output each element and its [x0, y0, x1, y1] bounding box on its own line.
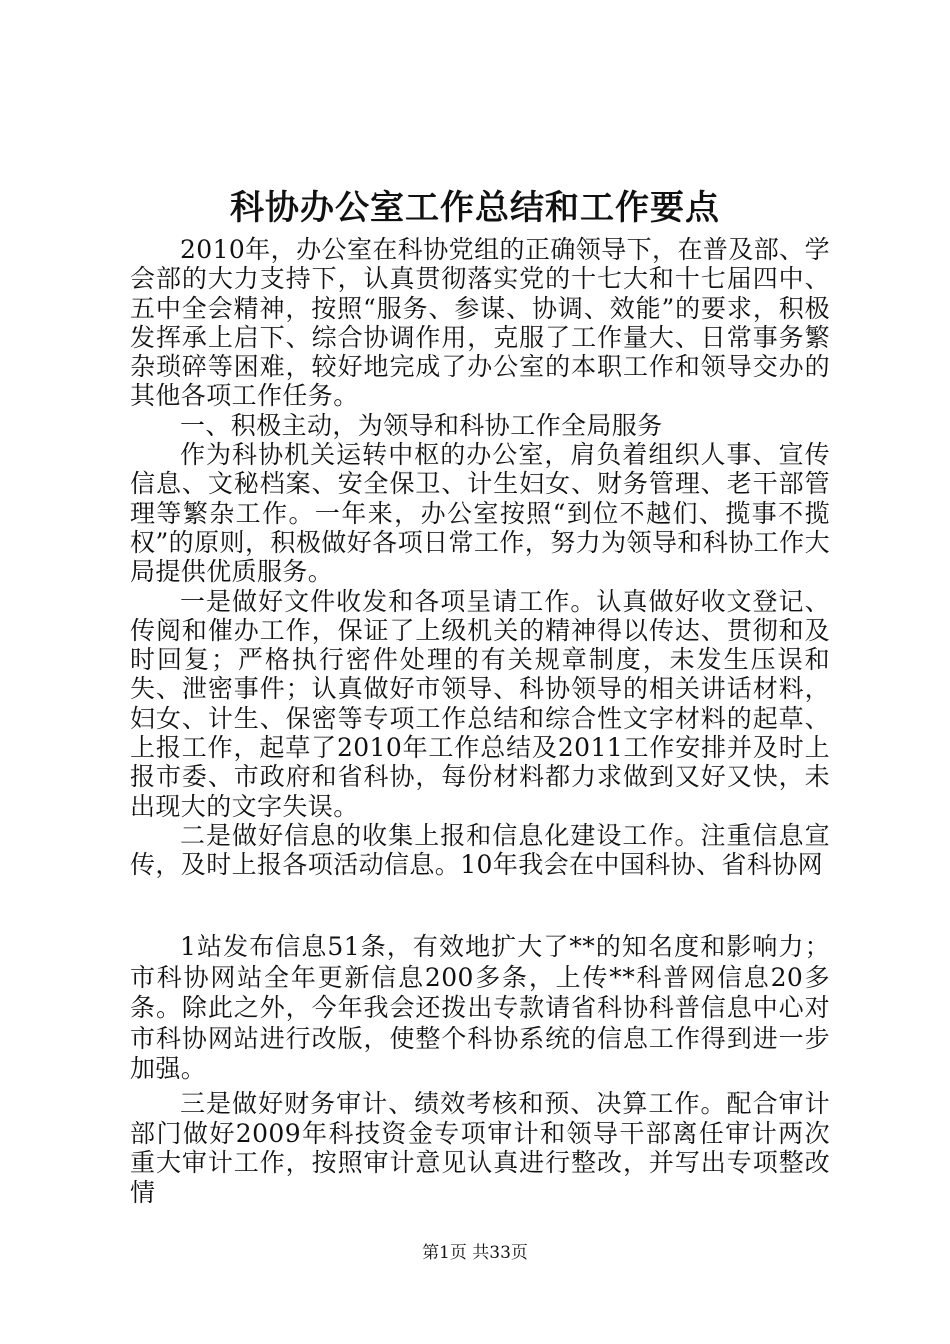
paragraph-item-1: 一是做好文件收发和各项呈请工作。认真做好收文登记、传阅和催办工作，保证了上级机关的精神得以传达、贯彻和及时回复；严格执行密件处理的有关规章制度，未发生压误和失、泄密事件；认真做好市领导、科协领导的相关讲话材料，妇女、计生、保密等专项工作总结和综合性文字材料的起草、上报工作，起草了2010年工作总结及2011工作安排并及时上报市委、市政府和省科协，每份材料都力求做到又好又快，未出现大的文字失误。: [130, 586, 830, 821]
paragraph-intro: 2010年，办公室在科协党组的正确领导下，在普及部、学会部的大力支持下，认真贯彻落实党的十七大和十七届四中、五中全会精神，按照“服务、参谋、协调、效能”的要求，积极发挥承上启下、综合协调作用，克服了工作量大、日常事务繁杂琐碎等困难，较好地完成了办公室的本职工作和领导交办的其他各项工作任务。: [130, 235, 830, 411]
paragraph-item-2: 二是做好信息的收集上报和信息化建设工作。注重信息宣传，及时上报各项活动信息。10年我会在中国科协、省科协网: [130, 820, 830, 880]
body-section-middle: [130, 932, 830, 1085]
document-title: 科协办公室工作总结和工作要点: [230, 188, 720, 228]
section-heading-1: 一、积极主动，为领导和科协工作全局服务: [180, 410, 663, 440]
body-section-bottom: [130, 1089, 830, 1207]
body-section-top: [130, 235, 830, 880]
paragraph-item-3: 三是做好财务审计、绩效考核和预、决算工作。配合审计部门做好2009年科技资金专项审计和领导干部离任审计两次重大审计工作，按照审计意见认真进行整改，并写出专项整改情: [130, 1089, 830, 1207]
paragraph-office-role: 作为科协机关运转中枢的办公室，肩负着组织人事、宣传信息、文秘档案、安全保卫、计生妇女、财务管理、老干部管理等繁杂工作。一年来，办公室按照“到位不越们、揽事不揽权”的原则，积极做好各项日常工作，努力为领导和科协工作大局提供优质服务。: [130, 440, 830, 587]
page-footer: 第1页 共33页: [422, 1243, 528, 1263]
paragraph-info-stats: 1站发布信息51条，有效地扩大了**的知名度和影响力；市科协网站全年更新信息200多条，上传**科普网信息20多条。除此之外，今年我会还拨出专款请省科协科普信息中心对市科协网站进行改版，使整个科协系统的信息工作得到进一步加强。: [130, 932, 830, 1084]
